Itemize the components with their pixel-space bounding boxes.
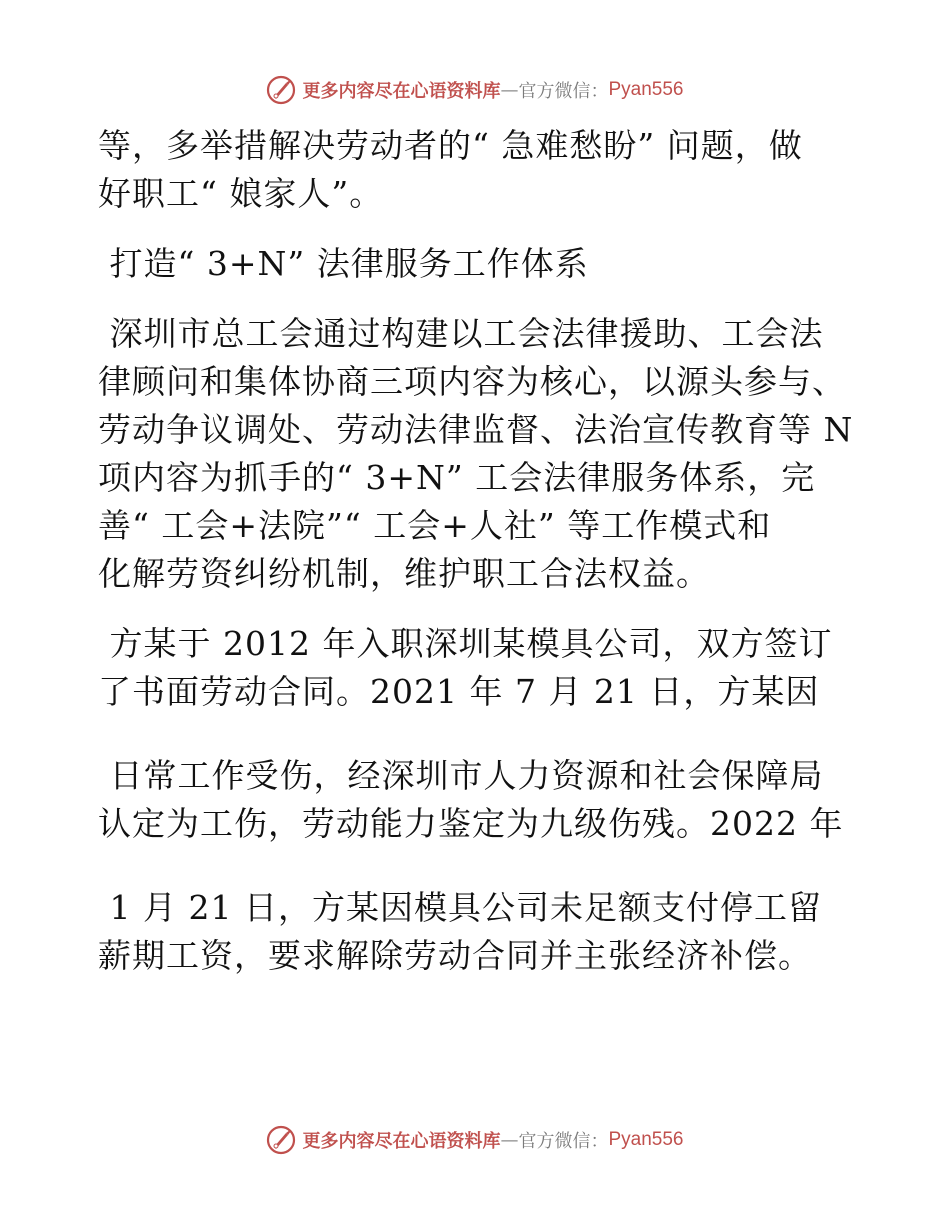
text-line: 方某于 2012 年入职深圳某模具公司，双方签订 [98, 624, 833, 663]
text-line: 认定为工伤，劳动能力鉴定为九级伤残。2022 年 [98, 804, 844, 843]
watermark-footer [0, 1120, 950, 1160]
watermark-main-text: 更多内容尽在心语资料库 [302, 81, 501, 102]
watermark-main-text: 更多内容尽在心语资料库 [302, 1131, 501, 1152]
watermark-wechat-id: Pyan556 [608, 1129, 684, 1150]
heading-line: 打造“ 3+N” 法律服务工作体系 [98, 244, 589, 283]
watermark-wechat-label: 官方微信： [518, 1131, 609, 1152]
watermark-separator: — [500, 1129, 519, 1151]
text-line: 了书面劳动合同。2021 年 7 月 21 日，方某因 [98, 672, 820, 711]
text-line: 深圳市总工会通过构建以工会法律援助、工会法 [98, 314, 824, 353]
quill-logo-icon [266, 1125, 296, 1155]
text-line: 好职工“ 娘家人”。 [98, 174, 384, 213]
watermark-separator: — [500, 79, 519, 101]
paragraph-2 [98, 310, 858, 598]
text-line: 日常工作受伤，经深圳市人力资源和社会保障局 [98, 756, 824, 795]
document-body [98, 122, 858, 980]
paragraph-4 [98, 752, 858, 848]
text-line: 项内容为抓手的“ 3+N” 工会法律服务体系，完 [98, 458, 816, 497]
watermark-wechat-id: Pyan556 [608, 79, 684, 100]
watermark-wechat-label: 官方微信： [518, 81, 609, 102]
text-line: 薪期工资，要求解除劳动合同并主张经济补偿。 [98, 936, 812, 975]
quill-logo-icon [266, 75, 296, 105]
section-heading [98, 240, 858, 288]
text-line: 化解劳资纠纷机制，维护职工合法权益。 [98, 554, 710, 593]
watermark-header [0, 70, 950, 110]
text-line: 善“ 工会+法院”“ 工会+人社” 等工作模式和 [98, 506, 772, 545]
paragraph-3 [98, 620, 858, 716]
text-line: 等，多举措解决劳动者的“ 急难愁盼” 问题，做 [98, 126, 803, 165]
text-line: 劳动争议调处、劳动法律监督、法治宣传教育等 N [98, 410, 854, 449]
text-line: 1 月 21 日，方某因模具公司未足额支付停工留 [98, 888, 822, 927]
text-line: 律顾问和集体协商三项内容为核心，以源头参与、 [98, 362, 846, 401]
paragraph-1 [98, 122, 858, 218]
paragraph-5 [98, 884, 858, 980]
